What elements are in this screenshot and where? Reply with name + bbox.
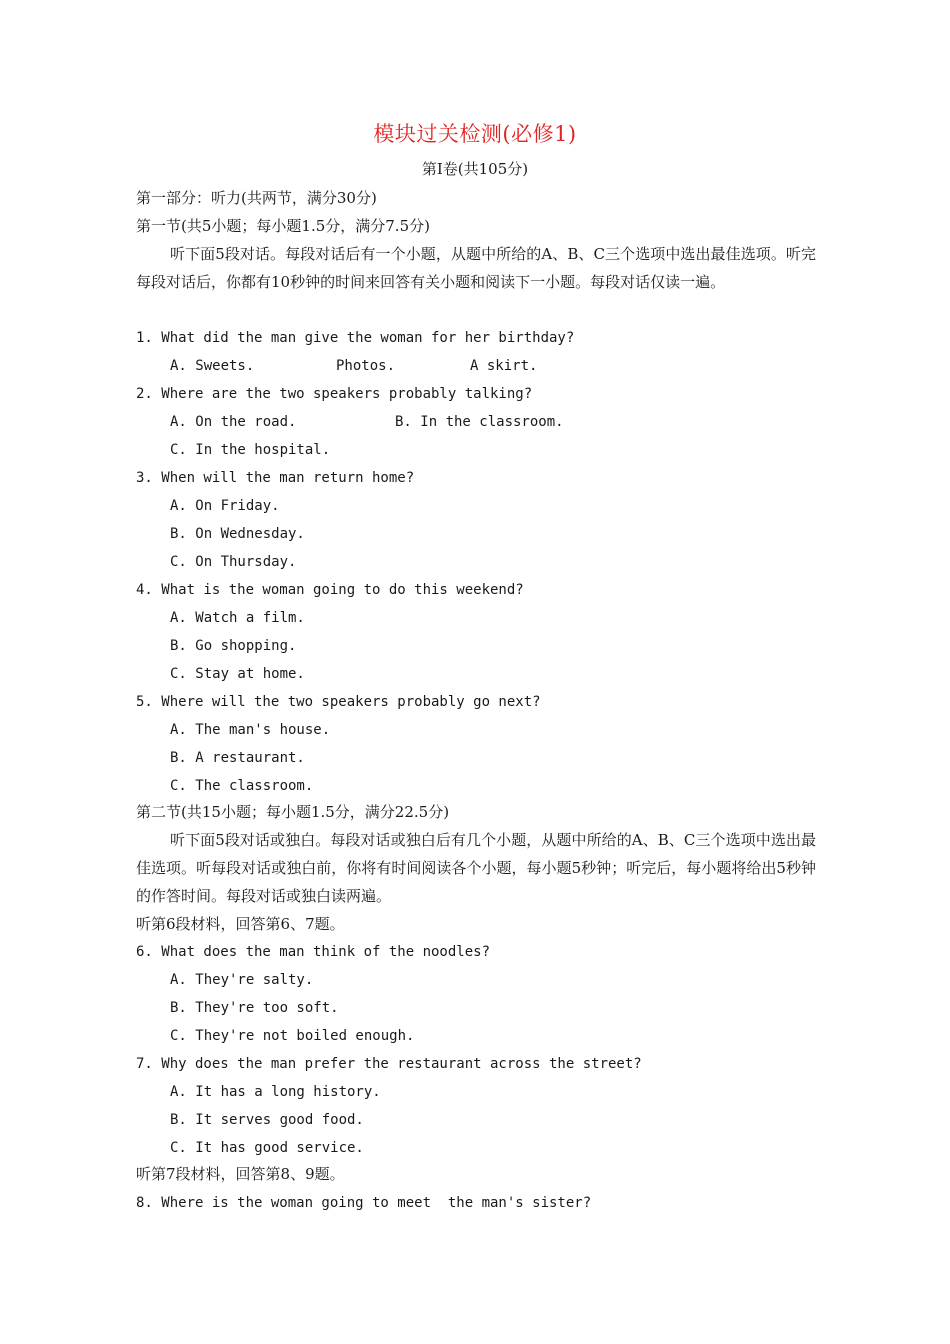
question-stem: 1. What did the man give the woman for her birthday?	[136, 330, 575, 346]
section-heading: 第二节(共15小题；每小题1.5分，满分22.5分)	[136, 803, 450, 821]
question-stem: 4. What is the woman going to do this weekend?	[136, 582, 524, 598]
question-stem: 6. What does the man think of the noodles?	[136, 944, 491, 960]
option-c: A skirt.	[470, 358, 538, 374]
option-a: A. Watch a film.	[170, 610, 305, 626]
material-heading: 听第7段材料，回答第8、9题。	[136, 1165, 345, 1183]
section-instructions: 听下面5段对话或独白。每段对话或独白后有几个小题，从题中所给的A、B、C三个选项中选出最佳选项。听每段对话或独白前，你将有时间阅读各个小题，每小题5秒钟；听完后，每小题将给出5秒钟的作答时间。每段对话或独白读两遍。	[136, 831, 816, 905]
option-c: C. Stay at home.	[170, 666, 305, 682]
option-a: A. On the road.	[170, 414, 297, 430]
option-c: C. The classroom.	[170, 778, 314, 794]
option-a: A. The man's house.	[170, 722, 331, 738]
option-b: B. In the classroom.	[395, 414, 564, 430]
page-title: 模块过关检测(必修1)	[373, 122, 577, 146]
question-stem: 8. Where is the woman going to meet the man's sister?	[136, 1195, 592, 1211]
material-heading: 听第6段材料，回答第6、7题。	[136, 915, 345, 933]
section-instructions: 听下面5段对话。每段对话后有一个小题，从题中所给的A、B、C三个选项中选出最佳选项。听完每段对话后，你都有10秒钟的时间来回答有关小题和阅读下一小题。每段对话仅读一遍。	[136, 245, 816, 291]
option-c: C. In the hospital.	[170, 442, 331, 458]
option-a: A. Sweets.	[170, 358, 255, 374]
option-c: C. They're not boiled enough.	[170, 1028, 415, 1044]
question-stem: 2. Where are the two speakers probably talking?	[136, 386, 533, 402]
option-a: A. On Friday.	[170, 498, 280, 514]
option-b: B. It serves good food.	[170, 1112, 364, 1128]
option-c: C. On Thursday.	[170, 554, 297, 570]
part-heading: 第一部分：听力(共两节，满分30分)	[136, 189, 377, 207]
question-stem: 3. When will the man return home?	[136, 470, 415, 486]
option-b: B. They're too soft.	[170, 1000, 339, 1016]
question-stem: 7. Why does the man prefer the restaurant across the street?	[136, 1056, 642, 1072]
option-b: B. A restaurant.	[170, 750, 305, 766]
question-stem: 5. Where will the two speakers probably go next?	[136, 694, 541, 710]
option-c: C. It has good service.	[170, 1140, 364, 1156]
option-a: A. They're salty.	[170, 972, 314, 988]
option-b: B. Go shopping.	[170, 638, 297, 654]
page-subtitle: 第Ⅰ卷(共105分)	[421, 160, 529, 178]
option-a: A. It has a long history.	[170, 1084, 381, 1100]
option-b: B. On Wednesday.	[170, 526, 305, 542]
section-heading: 第一节(共5小题；每小题1.5分，满分7.5分)	[136, 217, 430, 235]
option-b: Photos.	[336, 358, 396, 374]
